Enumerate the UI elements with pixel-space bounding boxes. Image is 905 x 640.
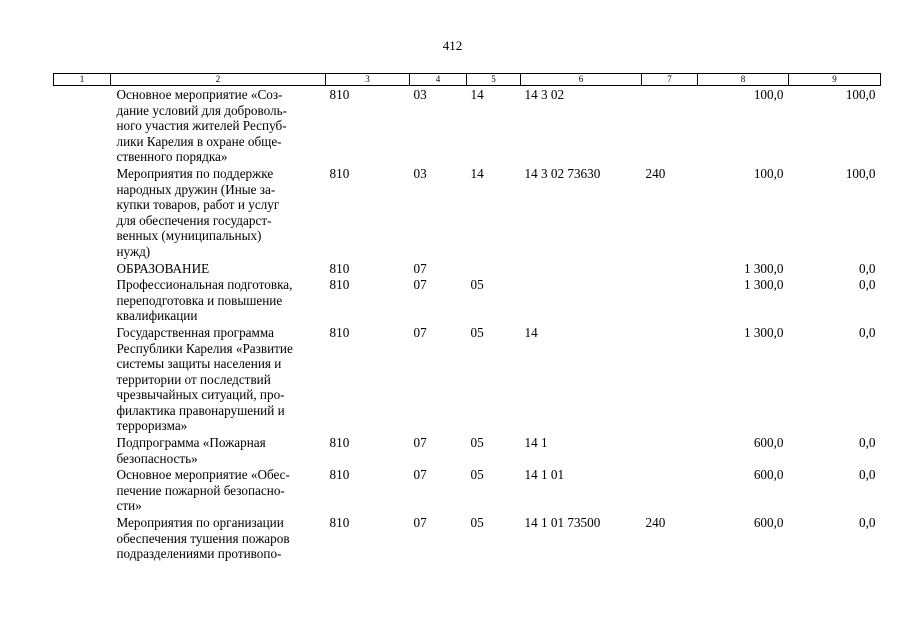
- cell-ministry-code: 810: [329, 324, 350, 340]
- table-row: [54, 260, 881, 277]
- cell-section: 07: [413, 260, 427, 276]
- cell-ministry-code: 810: [329, 467, 350, 483]
- cell-subsection: 14: [470, 165, 484, 181]
- cell-amount-2: 0,0: [859, 260, 876, 276]
- cell-expense-type: [642, 86, 698, 165]
- cell-expense-type: [642, 324, 698, 434]
- budget-table: [53, 73, 881, 562]
- cell-expense-type: 240: [645, 515, 666, 531]
- cell-empty: [54, 466, 111, 514]
- cell-amount-1: 600,0: [753, 515, 784, 531]
- table-row: [54, 86, 881, 165]
- cell-empty: [54, 276, 111, 324]
- table-row: [54, 466, 881, 514]
- table-row: [54, 514, 881, 562]
- column-header-5: 5: [467, 74, 521, 86]
- table-row: [54, 276, 881, 324]
- cell-amount-2: 0,0: [859, 324, 876, 340]
- cell-empty: [54, 86, 111, 165]
- cell-name: Основное мероприятие «Соз- дание условий для доброволь- ного участия жителей Респуб- лики Карелия в охране обще- ственного порядка»: [116, 87, 287, 165]
- cell-amount-2: 0,0: [859, 277, 876, 293]
- cell-subsection: 05: [470, 324, 484, 340]
- column-header-2: 2: [111, 74, 326, 86]
- cell-expense-type: [642, 276, 698, 324]
- cell-section: 03: [413, 165, 427, 181]
- cell-amount-1: 1 300,0: [743, 324, 784, 340]
- cell-name: Основное мероприятие «Обес- печение пожарной безопасно- сти»: [116, 467, 290, 514]
- cell-ministry-code: 810: [329, 87, 350, 102]
- column-header-1: 1: [54, 74, 111, 86]
- cell-target-article: [521, 276, 642, 324]
- column-header-9: 9: [789, 74, 881, 86]
- cell-ministry-code: 810: [329, 277, 350, 293]
- table-row: [54, 434, 881, 466]
- cell-amount-2: 100,0: [845, 87, 876, 102]
- cell-empty: [54, 324, 111, 434]
- cell-subsection: 05: [470, 277, 484, 293]
- cell-amount-2: 0,0: [859, 435, 876, 451]
- cell-section: 07: [413, 324, 427, 340]
- cell-amount-1: 1 300,0: [743, 260, 784, 276]
- cell-target-article: 14 1: [524, 435, 548, 451]
- cell-subsection: 14: [470, 87, 484, 102]
- cell-ministry-code: 810: [329, 435, 350, 451]
- table-row: [54, 324, 881, 434]
- cell-target-article: 14 3 02: [524, 87, 565, 102]
- cell-name: Мероприятия по поддержке народных дружин (Иные за- купки товаров, работ и услуг для обеспечения государст- венных (муниципальных) нужд): [116, 165, 280, 259]
- cell-empty: [54, 434, 111, 466]
- cell-section: 07: [413, 515, 427, 531]
- cell-amount-1: 600,0: [753, 467, 784, 483]
- cell-target-article: [521, 260, 642, 277]
- cell-empty: [54, 165, 111, 260]
- cell-empty: [54, 514, 111, 562]
- column-header-4: 4: [410, 74, 467, 86]
- cell-name: Мероприятия по организации обеспечения тушения пожаров подразделениями противопо-: [116, 515, 290, 562]
- cell-expense-type: [642, 466, 698, 514]
- cell-subsection: [467, 260, 521, 277]
- cell-amount-1: 100,0: [753, 87, 784, 102]
- cell-empty: [54, 260, 111, 277]
- cell-ministry-code: 810: [329, 515, 350, 531]
- cell-amount-1: 1 300,0: [743, 277, 784, 293]
- cell-target-article: 14 1 01 73500: [524, 515, 601, 531]
- table-body: [54, 86, 881, 562]
- cell-target-article: 14 1 01: [524, 467, 565, 483]
- cell-ministry-code: 810: [329, 165, 350, 181]
- cell-name: Подпрограмма «Пожарная безопасность»: [116, 435, 266, 466]
- cell-section: 07: [413, 435, 427, 451]
- cell-expense-type: 240: [645, 165, 666, 181]
- column-header-3: 3: [326, 74, 410, 86]
- cell-amount-2: 100,0: [845, 165, 876, 181]
- column-header-7: 7: [642, 74, 698, 86]
- cell-name: Профессиональная подготовка, переподготовка и повышение квалификации: [116, 277, 293, 324]
- cell-amount-2: 0,0: [859, 467, 876, 483]
- page-number: 412: [442, 38, 463, 53]
- cell-target-article: 14 3 02 73630: [524, 165, 601, 181]
- cell-name: Государственная программа Республики Карелия «Развитие системы защиты населения и территории от последствий чрезвычайных ситуаций, про- филактика правонарушений и терроризма»: [116, 324, 293, 434]
- cell-subsection: 05: [470, 435, 484, 451]
- cell-expense-type: [642, 434, 698, 466]
- cell-section: 07: [413, 277, 427, 293]
- cell-target-article: 14: [524, 324, 538, 340]
- column-header-6: 6: [521, 74, 642, 86]
- cell-section: 03: [413, 87, 427, 102]
- cell-name: ОБРАЗОВАНИЕ: [116, 260, 210, 276]
- cell-amount-1: 600,0: [753, 435, 784, 451]
- cell-expense-type: [642, 260, 698, 277]
- cell-subsection: 05: [470, 467, 484, 483]
- column-header-8: 8: [698, 74, 789, 86]
- cell-ministry-code: 810: [329, 260, 350, 276]
- column-number-row: [54, 74, 881, 86]
- table-row: [54, 165, 881, 260]
- cell-subsection: 05: [470, 515, 484, 531]
- cell-section: 07: [413, 467, 427, 483]
- cell-amount-1: 100,0: [753, 165, 784, 181]
- cell-amount-2: 0,0: [859, 515, 876, 531]
